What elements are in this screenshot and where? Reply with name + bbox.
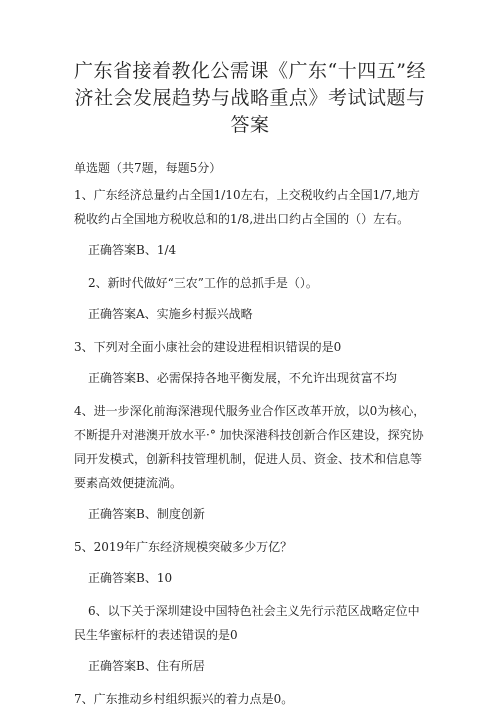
question-3: 3、下列对全面小康社会的建设进程相识错误的是0	[74, 340, 342, 354]
question-5: 5、2019年广东经济规模突破多少万亿？	[74, 540, 293, 554]
answer-6: 正确答案B、住有所居	[88, 659, 205, 673]
answer-2: 正确答案A、实施乡村振兴战略	[88, 307, 253, 321]
question-1: 1、广东经济总量约占全国1/10左右，上交税收约占全国1/7,地方税收约占全国地方税收总和的1/8,进出口约占全国的（）左右。	[74, 188, 420, 226]
document-title: 广东省接着教化公需课《广东“十四五”经济社会发展趋势与战略重点》考试试题与答案	[74, 60, 426, 136]
answer-5: 正确答案B、10	[88, 571, 173, 585]
answer-3: 正确答案B、必需保持各地平衡发展，不允许出现贫富不均	[88, 371, 397, 385]
section-heading: 单选题（共7题，每题5分）	[74, 161, 222, 175]
question-6: 6、以下关于深圳建设中国特色社会主义先行示范区战略定位中民生华蜜标杆的表述错误的是0	[74, 604, 420, 642]
question-7: 7、广东推动乡村组织振兴的着力点是0。	[74, 692, 294, 706]
question-2: 2、新时代做好“三农”工作的总抓手是（）。	[88, 276, 318, 290]
answer-1: 正确答案B、1/4	[88, 243, 177, 257]
question-4: 4、进一步深化前海深港现代服务业合作区改革开放，以0为核心，不断提升对港澳开放水平·° 加快深港科技创新合作区建设，探究协同开发模式，创新科技管理机制，促进人员、资金、技术和信息等要素高效便捷流淌。	[74, 404, 426, 490]
answer-4: 正确答案B、制度创新	[88, 507, 205, 521]
